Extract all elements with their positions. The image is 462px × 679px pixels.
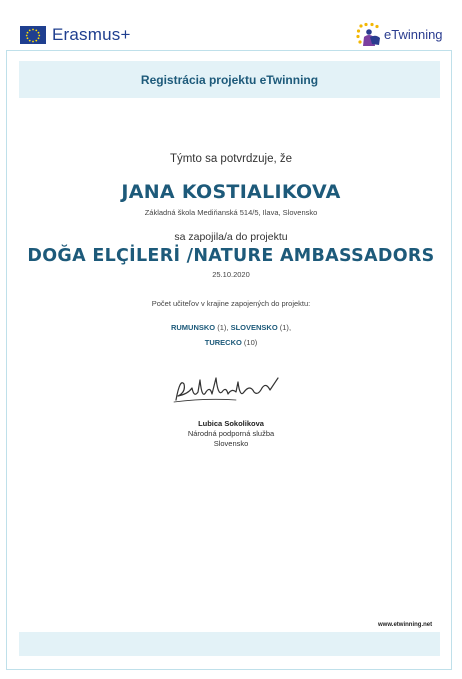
project-name: DOĞA ELÇİLERİ /NATURE AMBASSADORS (27, 246, 435, 266)
etwinning-website-link[interactable]: www.etwinning.net (378, 622, 433, 628)
etwinning-logo-text: eTwinning (384, 27, 443, 42)
certificate-header-band (19, 61, 440, 98)
signatory-country: Slovensko (213, 439, 249, 448)
country-name: SLOVENSKO (230, 323, 278, 332)
project-date: 25.10.2020 (212, 270, 250, 279)
certificate-frame (6, 50, 452, 670)
certificate-title: Registrácia projektu eTwinning (140, 72, 319, 87)
joined-project-text: sa zapojila/a do projektu (174, 231, 288, 243)
teacher-name: JANA KOSTIALIKOVA (121, 181, 341, 203)
handwritten-signature (166, 370, 290, 410)
certificate-footer-band (19, 632, 440, 656)
country-count: (1) (279, 323, 289, 332)
teacher-count-label: Počet učiteľov v krajine zapojených do projektu: (151, 299, 311, 308)
eu-flag-icon (20, 26, 46, 44)
confirmation-text: Týmto sa potvrdzuje, že (169, 153, 293, 165)
country-count: (10) (243, 338, 258, 347)
country-count: (1) (217, 323, 227, 332)
country-list-line-2 (0, 338, 462, 347)
country-name: RUMUNSKO (170, 323, 216, 332)
erasmus-logo-text: Erasmus+ (52, 25, 131, 44)
country-separator: , (288, 323, 292, 332)
country-name: TURECKO (204, 338, 242, 347)
country-list-line-1 (0, 323, 462, 332)
etwinning-logo-icon (355, 22, 383, 48)
signatory-organization: Národná podporná služba (187, 429, 275, 438)
school-name: Základná škola Mediňanská 514/5, Ilava, Slovensko (144, 208, 318, 217)
signatory-name: Lubica Sokolikova (198, 419, 264, 428)
country-separator: , (226, 323, 229, 332)
